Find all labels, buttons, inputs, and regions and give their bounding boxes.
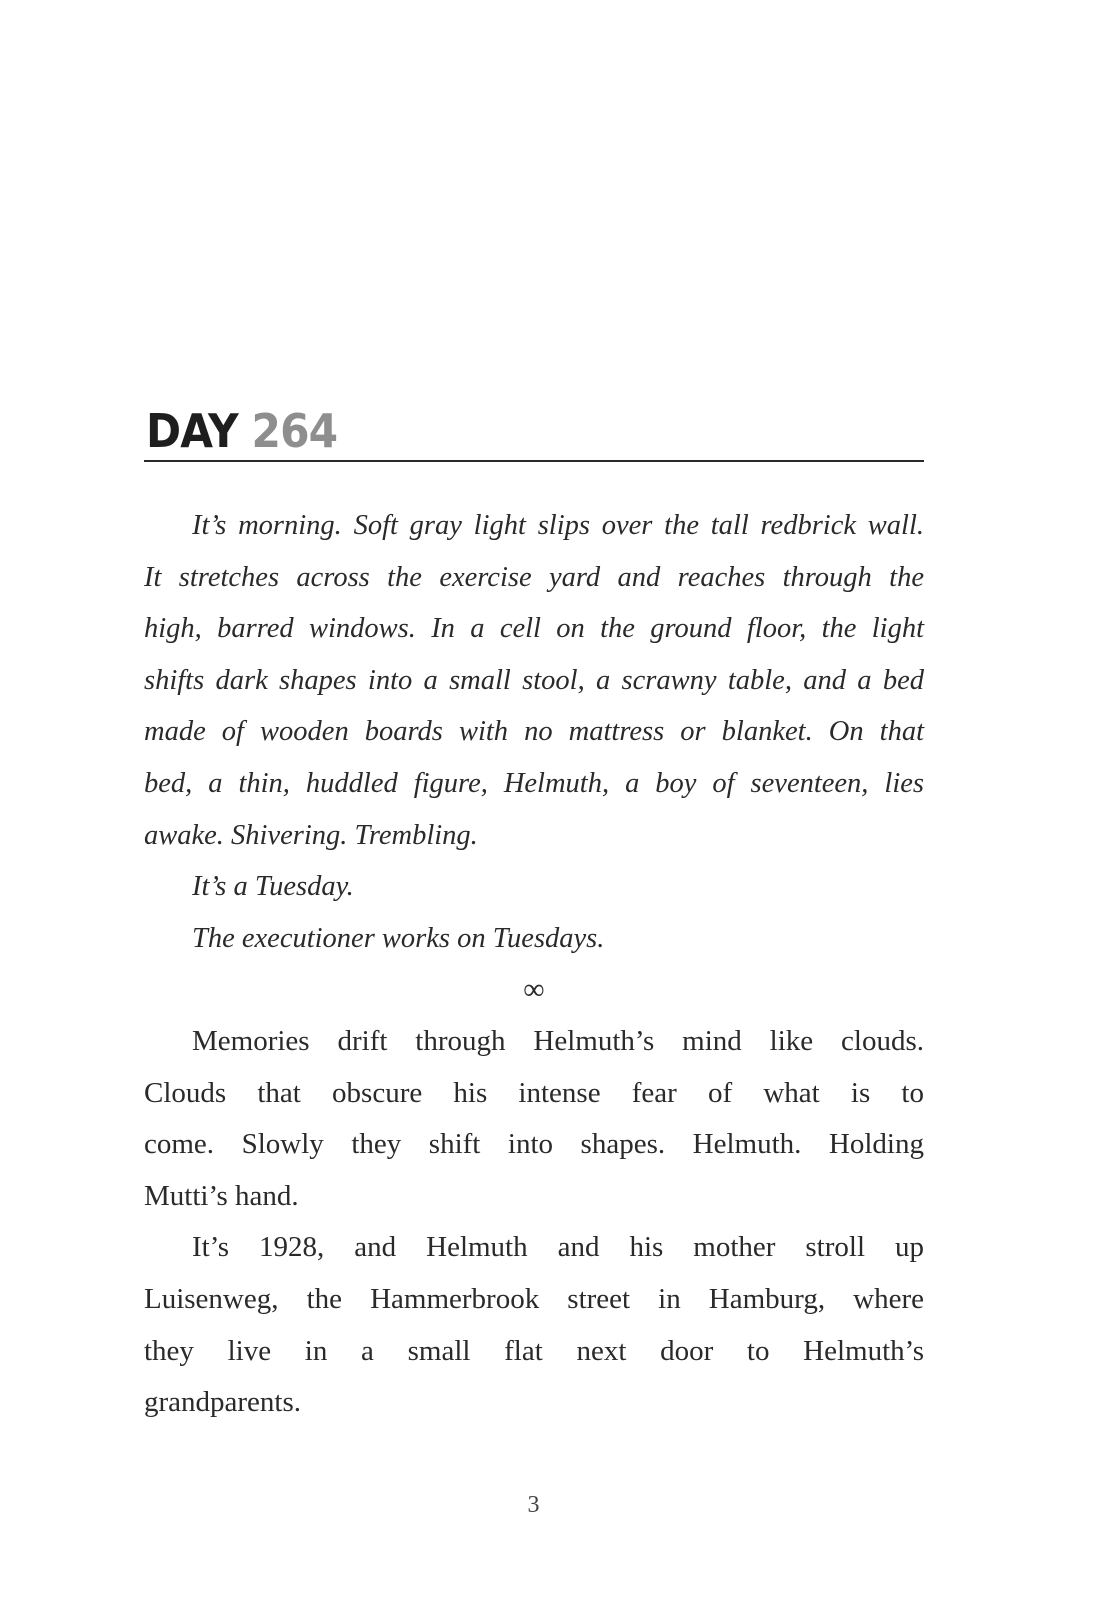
- text-line: made of wooden boards with no mattress or blanket. On that: [144, 716, 924, 748]
- body-text: [144, 500, 924, 1429]
- text-line: bed, a thin, huddled figure, Helmuth, a boy of seventeen, lies: [144, 767, 924, 799]
- text-line: shifts dark shapes into a small stool, a scrawny table, and a bed: [144, 664, 924, 696]
- text-line: Mutti’s hand.: [144, 1179, 299, 1212]
- text-line: It stretches across the exercise yard and reaches through the: [144, 561, 924, 593]
- text-line: It’s a Tuesday.: [192, 871, 354, 903]
- text-line: grandparents.: [144, 1386, 302, 1419]
- text-line: awake. Shivering. Trembling.: [144, 819, 478, 851]
- text-line: Memories drift through Helmuth’s mind like clouds.: [192, 1024, 924, 1057]
- chapter-day-number: 264: [251, 404, 338, 458]
- text-line: high, barred windows. In a cell on the ground floor, the light: [144, 613, 924, 645]
- text-line: they live in a small flat next door to Helmuth’s: [144, 1334, 924, 1367]
- italic-section: [144, 500, 924, 964]
- text-line: It’s 1928, and Helmuth and his mother stroll up: [192, 1231, 924, 1264]
- text-line: Luisenweg, the Hammerbrook street in Hamburg, where: [144, 1282, 924, 1315]
- heading-rule: [144, 460, 924, 462]
- paragraph: [144, 500, 924, 861]
- text-line: come. Slowly they shift into shapes. Helmuth. Holding: [144, 1128, 924, 1161]
- roman-section: [144, 1016, 924, 1429]
- chapter-day-label: DAY: [146, 404, 238, 458]
- paragraph: [144, 1222, 924, 1428]
- paragraph: [144, 861, 924, 913]
- chapter-heading: [146, 403, 337, 459]
- text-line: The executioner works on Tuesdays.: [192, 922, 605, 954]
- paragraph: [144, 1016, 924, 1222]
- text-line: Clouds that obscure his intense fear of what is to: [144, 1076, 924, 1109]
- paragraph: [144, 913, 924, 965]
- section-separator: ∞: [523, 973, 545, 1007]
- text-line: It’s morning. Soft gray light slips over the tall redbrick wall.: [192, 510, 924, 541]
- page-number: 3: [527, 1492, 540, 1518]
